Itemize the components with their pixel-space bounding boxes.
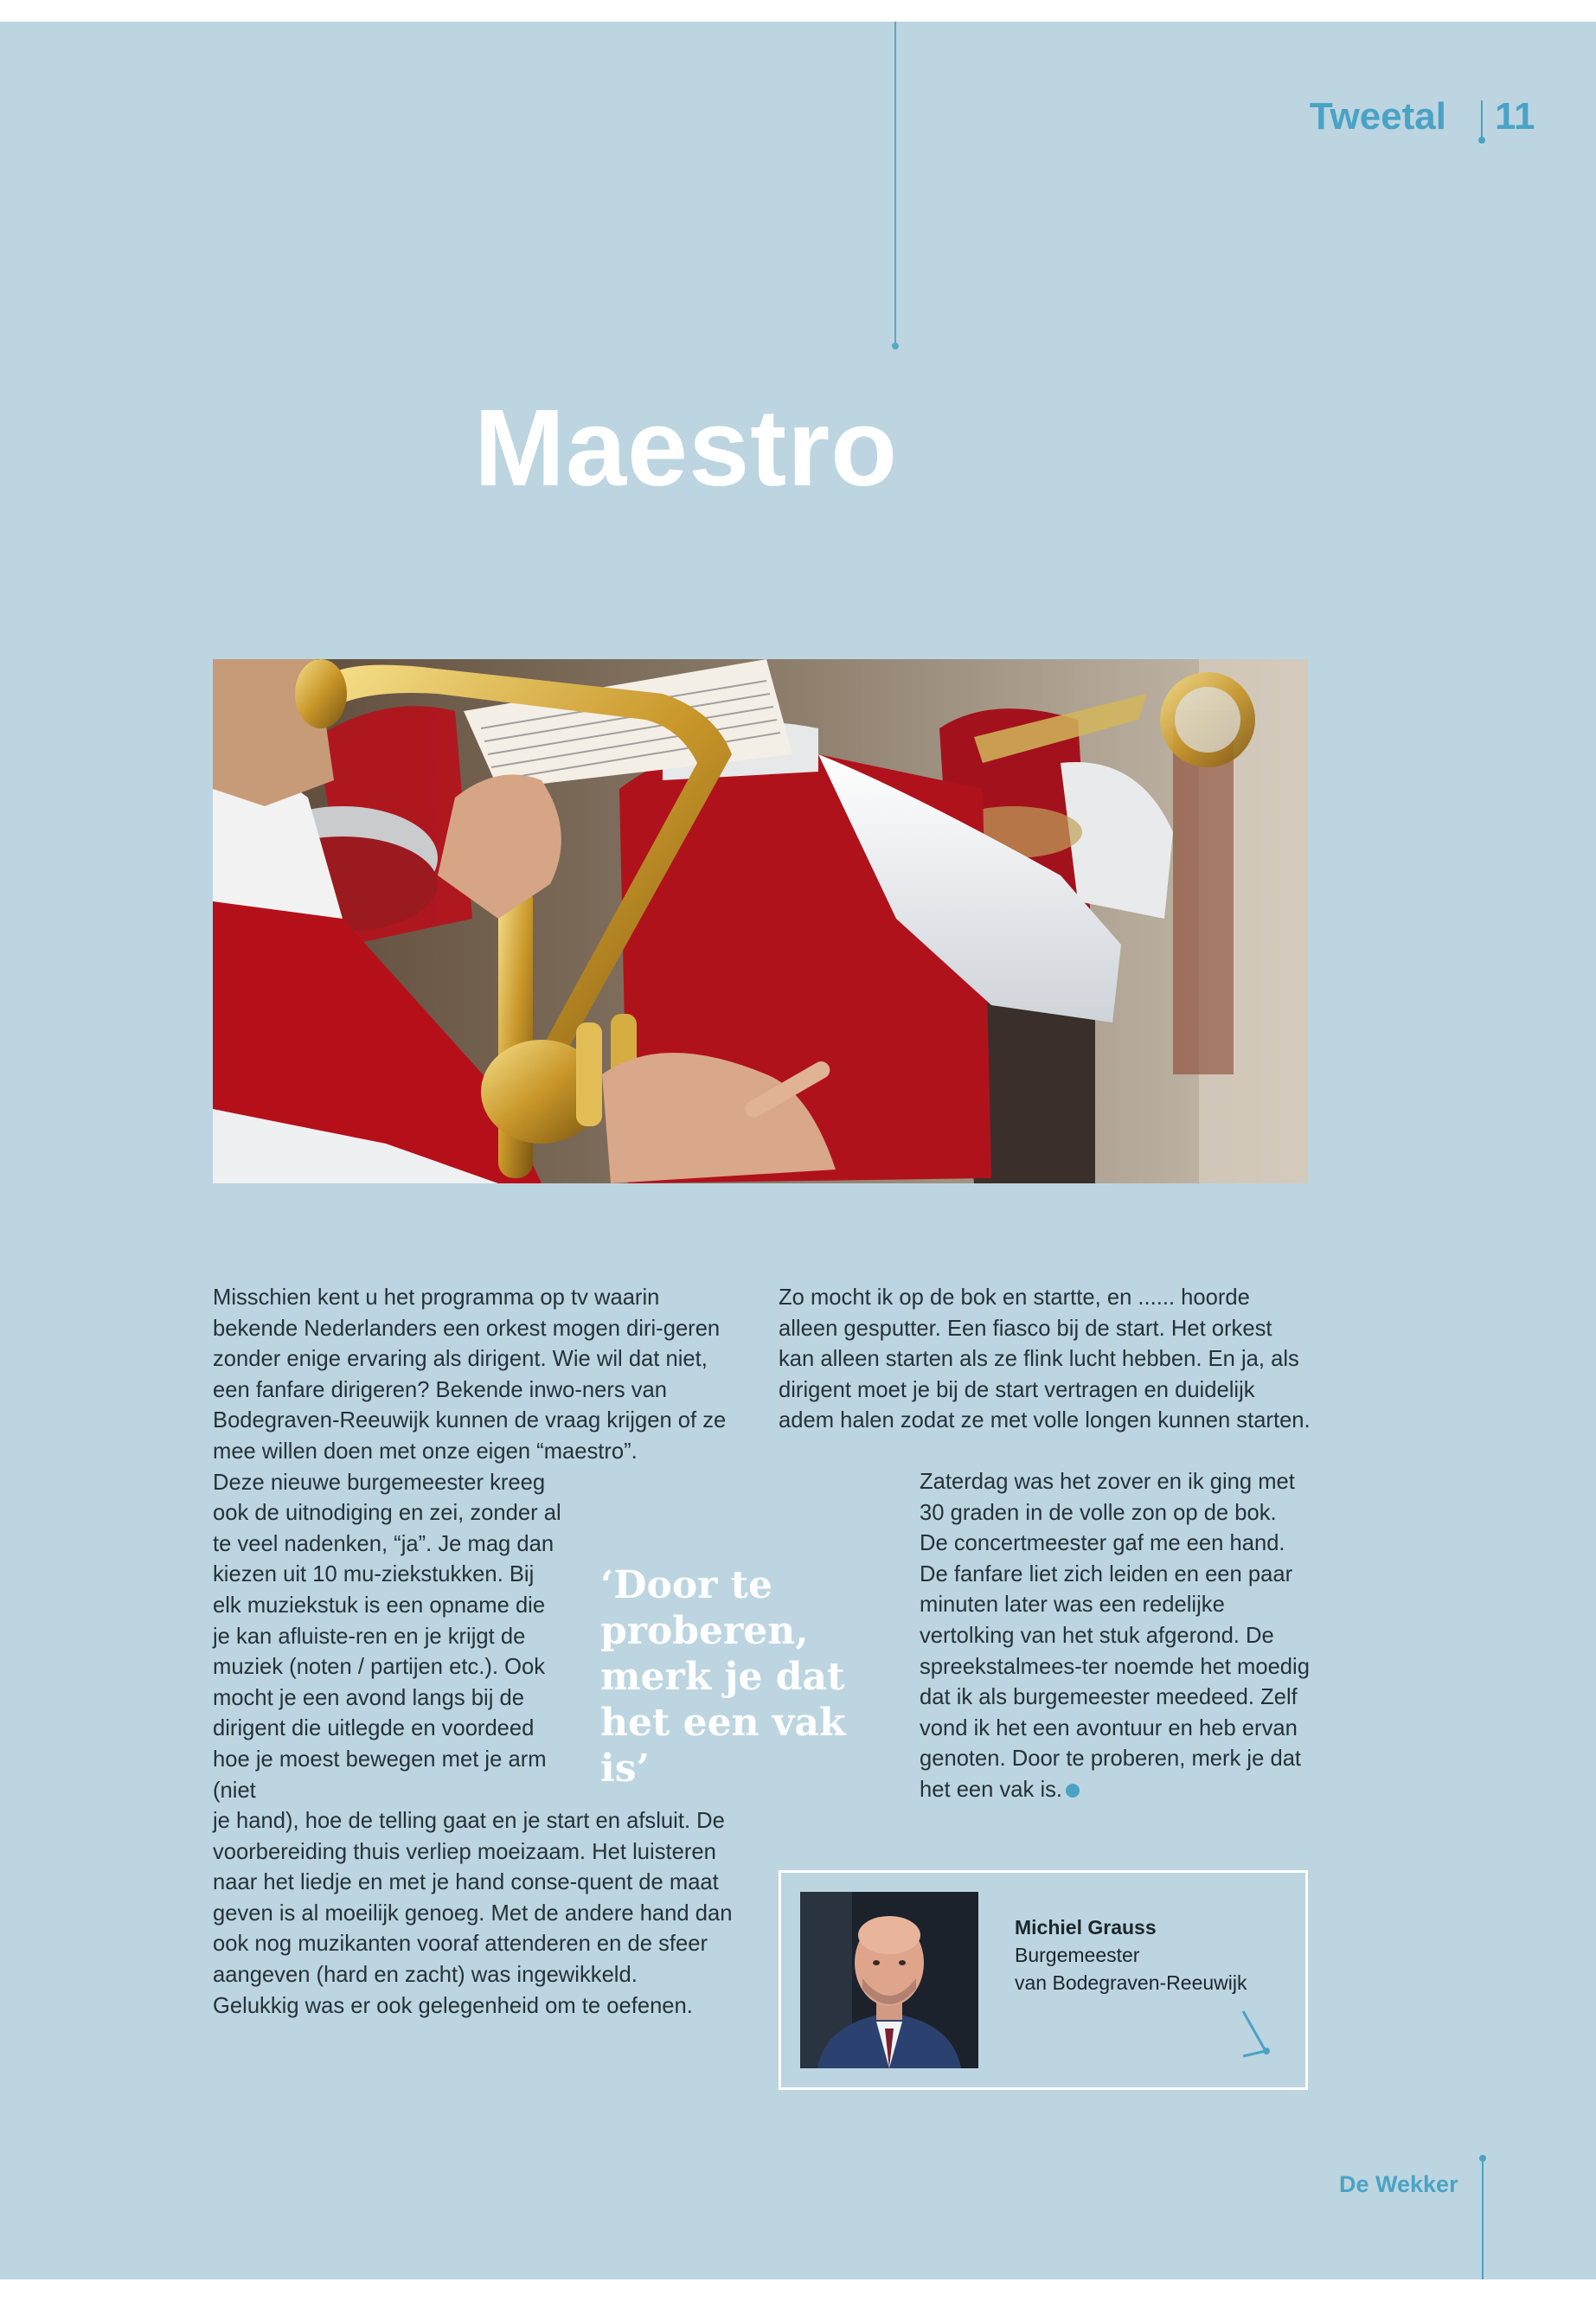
paragraph: Zo mocht ik op de bok en startte, en ...... hoorde alleen gesputter. Een fiasco bij de start. Het orkest kan alleen starten als ze flink lucht hebben. En ja, als dirigent moet je bij de start vertragen en duidelijk adem halen zodat ze met volle longen kunnen starten. [779, 1285, 1311, 1433]
footer-line-dot [1479, 2155, 1486, 2162]
page-header [1309, 95, 1540, 147]
article-title: Maestro [474, 387, 899, 509]
article-right-column [779, 1283, 1311, 1437]
section-label: Tweetal [1309, 95, 1446, 138]
decorative-line-dot [892, 343, 899, 349]
author-organization: van Bodegraven-Reeuwijk [1015, 1971, 1247, 1994]
footer-brand: De Wekker [1339, 2171, 1458, 2197]
paragraph [920, 1467, 1311, 1806]
author-photo [800, 1892, 978, 2068]
page-number: 11 [1495, 95, 1535, 138]
decorative-line-icon [1240, 2008, 1274, 2060]
paragraph: je hand), hoe de telling gaat en je start en afsluit. De voorbereiding thuis verliep moeizaam. Het luisteren naar het liedje en met je hand conse-quent de maat geven is al moeilijk genoeg. Met de andere hand dan ook nog muzikanten vooraf attenderen en de sfeer aangeven (hard en zacht) was ingewikkeld. [213, 1809, 733, 1988]
article-right-column-continued [920, 1467, 1311, 1806]
author-card [779, 1870, 1308, 2090]
footer-vertical-line [1482, 2157, 1484, 2279]
decorative-vertical-line [894, 22, 896, 346]
paragraph: Deze nieuwe burgemeester kreeg ook de uitnodiging en zei, zonder al te veel nadenken, “ja”. Je mag dan kiezen uit 10 mu-ziekstukken. Bij elk muziekstuk is een opname die je kan afluiste-ren en je krijgt de muziek (noten / partijen etc.). Ook mocht je een avond langs bij de dirigent die uitlegde en voordeed hoe je moest bewegen met je arm (niet [213, 1470, 561, 1803]
header-divider [1481, 100, 1483, 137]
author-name: Michiel Grauss [1015, 1916, 1157, 1939]
hero-photo [213, 659, 1308, 1183]
author-role: Burgemeester [1015, 1944, 1140, 1966]
paragraph-text: Zaterdag was het zover en ik ging met 30 graden in de volle zon op de bok. De concertmeester gaf me een hand. De fanfare liet zich leiden en een paar minuten later was een redelijke vertolking van het stuk afgerond. De spreekstalmees-ter noemde het moedig dat ik als burgemeester meedeed. Zelf vond ik het een avontuur en heb ervan genoten. Door te proberen, merk je dat het een vak is. [920, 1470, 1310, 1802]
end-of-article-dot-icon [1066, 1784, 1080, 1798]
author-portrait-illustration [800, 1892, 978, 2068]
header-divider-dot [1478, 137, 1485, 144]
paragraph: Gelukkig was er ook gelegenheid om te oefenen. [213, 1993, 693, 2018]
paragraph: Misschien kent u het programma op tv waarin bekende Nederlanders een orkest mogen diri-geren zonder enige ervaring als dirigent. Wie wil dat niet, een fanfare dirigeren? Bekende inwo-ners van Bodegraven-Reeuwijk kunnen de vraag krijgen of ze mee willen doen met onze eigen “maestro”. [213, 1285, 727, 1464]
pull-quote: ‘Door te proberen, merk je dat het een vak is’ [600, 1563, 846, 1791]
brass-band-illustration [213, 659, 1308, 1183]
